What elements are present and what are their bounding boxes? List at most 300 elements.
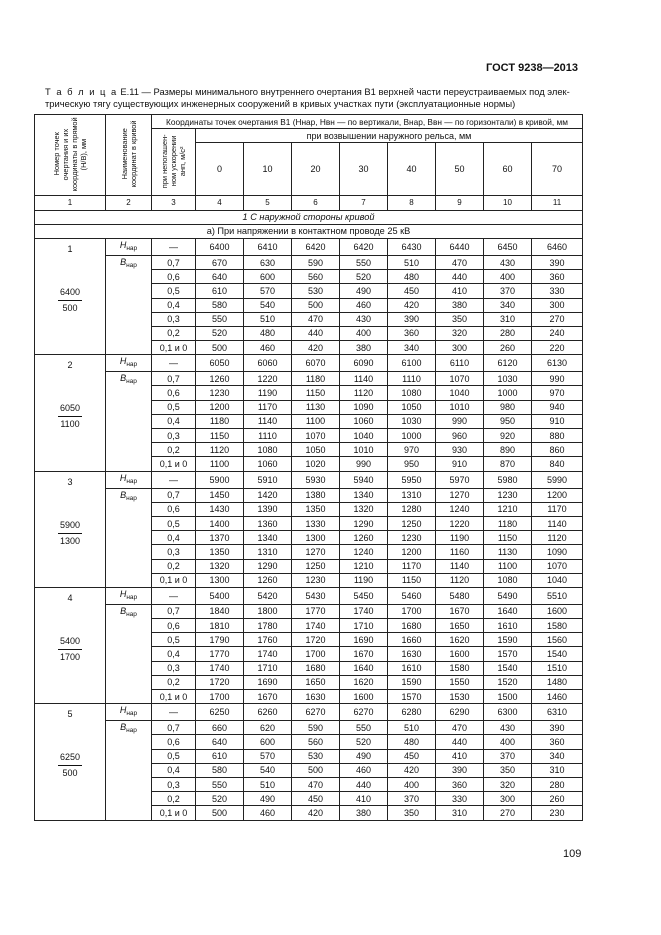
value-cell: 1210	[340, 559, 388, 573]
value-cell: 1330	[292, 516, 340, 530]
value-cell: 6120	[484, 355, 532, 372]
value-cell: 1840	[196, 604, 244, 618]
value-cell: 5910	[244, 471, 292, 488]
value-cell: 1070	[532, 559, 583, 573]
value-cell: 1030	[388, 414, 436, 428]
coord-subscript: нар	[126, 610, 137, 618]
header-coordinate-name: Наименование координат в кривой	[106, 115, 152, 196]
coord-subscript: нар	[126, 477, 138, 485]
value-cell: 6430	[388, 238, 436, 255]
accel-cell: 0,5	[152, 749, 196, 763]
value-cell: 390	[436, 763, 484, 777]
value-cell: 380	[436, 298, 484, 312]
value-cell: 1600	[532, 604, 583, 618]
column-number-cell: 11	[532, 196, 583, 210]
value-cell: 1460	[532, 690, 583, 704]
value-cell: 1060	[340, 414, 388, 428]
value-cell: 580	[196, 298, 244, 312]
value-cell: 610	[196, 284, 244, 298]
value-cell: 630	[244, 255, 292, 269]
value-cell: 1270	[436, 488, 484, 502]
value-cell: 1700	[196, 690, 244, 704]
value-cell: 1590	[388, 675, 436, 689]
value-cell: 1580	[436, 661, 484, 675]
coord-symbol: H	[119, 239, 127, 250]
value-cell: 1720	[196, 675, 244, 689]
value-cell: 6100	[388, 355, 436, 372]
value-cell: 990	[340, 457, 388, 471]
value-cell: 500	[292, 763, 340, 777]
value-cell: 1140	[436, 559, 484, 573]
accel-cell: 0,7	[152, 721, 196, 735]
value-cell: 5490	[484, 587, 532, 604]
value-cell: 640	[196, 270, 244, 284]
accel-cell: 0,3	[152, 429, 196, 443]
value-cell: 1790	[196, 633, 244, 647]
value-cell: 450	[388, 284, 436, 298]
value-cell: 470	[436, 255, 484, 269]
value-cell: 460	[340, 763, 388, 777]
accel-cell: 0,5	[152, 516, 196, 530]
value-cell: 440	[436, 735, 484, 749]
value-cell: 500	[292, 298, 340, 312]
value-cell: 5400	[196, 587, 244, 604]
value-cell: 510	[244, 777, 292, 791]
point-b: 1300	[59, 535, 81, 546]
value-cell: 1250	[292, 559, 340, 573]
value-cell: 320	[484, 777, 532, 791]
accel-cell: 0,2	[152, 326, 196, 340]
elevation-header-cell: 0	[196, 143, 244, 196]
value-cell: 1530	[436, 690, 484, 704]
header-elevation: при возвышении наружного рельса, мм	[196, 129, 583, 143]
point-cell	[35, 471, 106, 587]
value-cell: 5970	[436, 471, 484, 488]
value-cell: 1320	[196, 559, 244, 573]
value-cell: 390	[532, 721, 583, 735]
value-cell: 1130	[484, 545, 532, 559]
value-cell: 1660	[388, 633, 436, 647]
value-cell: 530	[292, 284, 340, 298]
accel-cell: 0,5	[152, 284, 196, 298]
accel-cell: 0,1 и 0	[152, 457, 196, 471]
elevation-header-cell: 60	[484, 143, 532, 196]
value-cell: 1060	[244, 457, 292, 471]
value-cell: 6410	[244, 238, 292, 255]
value-cell: 1810	[196, 619, 244, 633]
value-cell: 570	[244, 284, 292, 298]
value-cell: 580	[196, 763, 244, 777]
accel-cell: —	[152, 704, 196, 721]
accel-cell: 0,7	[152, 372, 196, 386]
value-cell: 1150	[196, 429, 244, 443]
value-cell: 230	[532, 806, 583, 820]
point-b: 1700	[59, 651, 81, 662]
value-cell: 1180	[292, 372, 340, 386]
value-cell: 1260	[340, 531, 388, 545]
value-cell: 6270	[292, 704, 340, 721]
point-h: 5400	[58, 636, 82, 650]
accel-cell: 0,3	[152, 312, 196, 326]
value-cell: 600	[244, 270, 292, 284]
value-cell: 1080	[244, 443, 292, 457]
value-cell: 1680	[388, 619, 436, 633]
value-cell: 1130	[292, 400, 340, 414]
value-cell: 510	[388, 255, 436, 269]
column-number-cell: 9	[436, 196, 484, 210]
value-cell: 1710	[244, 661, 292, 675]
coord-subscript: нар	[126, 710, 138, 718]
value-cell: 1720	[292, 633, 340, 647]
column-number-cell: 6	[292, 196, 340, 210]
dimensions-table	[34, 114, 583, 821]
value-cell: 1450	[196, 488, 244, 502]
value-cell: 400	[388, 777, 436, 791]
value-cell: 1230	[292, 573, 340, 587]
value-cell: 300	[532, 298, 583, 312]
value-cell: 5940	[340, 471, 388, 488]
value-cell: 300	[436, 341, 484, 355]
table-row	[35, 471, 583, 488]
value-cell: 520	[340, 735, 388, 749]
value-cell: 1240	[436, 502, 484, 516]
value-cell: 1120	[196, 443, 244, 457]
coord-subscript: нар	[126, 261, 137, 269]
value-cell: 240	[532, 326, 583, 340]
accel-cell: 0,1 и 0	[152, 573, 196, 587]
value-cell: 1680	[292, 661, 340, 675]
value-cell: 6050	[196, 355, 244, 372]
value-cell: 920	[484, 429, 532, 443]
elevation-header-cell: 70	[532, 143, 583, 196]
value-cell: 450	[292, 792, 340, 806]
value-cell: 1260	[244, 573, 292, 587]
value-cell: 5450	[340, 587, 388, 604]
value-cell: 1600	[436, 647, 484, 661]
value-cell: 1040	[340, 429, 388, 443]
value-cell: 1040	[436, 386, 484, 400]
accel-cell: 0,2	[152, 792, 196, 806]
value-cell: 1070	[292, 429, 340, 443]
value-cell: 1230	[484, 488, 532, 502]
coord-symbol: B	[120, 256, 127, 267]
column-number-cell: 4	[196, 196, 244, 210]
value-cell: 330	[532, 284, 583, 298]
value-cell: 5980	[484, 471, 532, 488]
value-cell: 1050	[292, 443, 340, 457]
value-cell: 1310	[244, 545, 292, 559]
value-cell: 420	[388, 298, 436, 312]
value-cell: 1690	[340, 633, 388, 647]
value-cell: 220	[532, 341, 583, 355]
value-cell: 340	[484, 298, 532, 312]
coord-h-nar	[106, 587, 152, 604]
coord-b-nar	[106, 721, 152, 820]
value-cell: 490	[244, 792, 292, 806]
value-cell: 1220	[244, 372, 292, 386]
value-cell: 420	[292, 806, 340, 820]
accel-cell: 0,6	[152, 270, 196, 284]
value-cell: 1190	[244, 386, 292, 400]
value-cell: 450	[388, 749, 436, 763]
point-b: 500	[62, 302, 78, 313]
accel-cell: 0,1 и 0	[152, 341, 196, 355]
value-cell: 670	[196, 255, 244, 269]
value-cell: 980	[484, 400, 532, 414]
value-cell: 370	[484, 284, 532, 298]
accel-cell: 0,1 и 0	[152, 806, 196, 820]
value-cell: 6130	[532, 355, 583, 372]
value-cell: 910	[436, 457, 484, 471]
value-cell: 5930	[292, 471, 340, 488]
value-cell: 310	[436, 806, 484, 820]
value-cell: 1300	[196, 573, 244, 587]
value-cell: 1390	[244, 502, 292, 516]
coord-subscript: нар	[126, 244, 138, 252]
table-row	[35, 238, 583, 255]
point-h: 5900	[58, 520, 82, 534]
value-cell: 1150	[388, 573, 436, 587]
value-cell: 1350	[196, 545, 244, 559]
value-cell: 1140	[244, 414, 292, 428]
value-cell: 1510	[532, 661, 583, 675]
value-cell: 1150	[484, 531, 532, 545]
value-cell: 1420	[244, 488, 292, 502]
value-cell: 1600	[340, 690, 388, 704]
coord-subscript: нар	[126, 494, 137, 502]
point-number: 1	[67, 243, 73, 254]
value-cell: 860	[532, 443, 583, 457]
table-row	[35, 721, 583, 735]
elevation-header-cell: 10	[244, 143, 292, 196]
value-cell: 1540	[484, 661, 532, 675]
value-cell: 440	[436, 270, 484, 284]
value-cell: 1370	[196, 531, 244, 545]
value-cell: 1740	[244, 647, 292, 661]
value-cell: 1180	[196, 414, 244, 428]
coord-symbol: B	[120, 373, 127, 384]
value-cell: 6400	[196, 238, 244, 255]
value-cell: 5460	[388, 587, 436, 604]
value-cell: 990	[436, 414, 484, 428]
table-row	[35, 255, 583, 269]
value-cell: 410	[436, 284, 484, 298]
value-cell: 1000	[484, 386, 532, 400]
value-cell: 1650	[436, 619, 484, 633]
value-cell: 570	[244, 749, 292, 763]
value-cell: 1280	[388, 502, 436, 516]
coord-symbol: B	[120, 489, 127, 500]
value-cell: 1550	[436, 675, 484, 689]
value-cell: 1270	[292, 545, 340, 559]
elevation-header-cell: 20	[292, 143, 340, 196]
value-cell: 6460	[532, 238, 583, 255]
value-cell: 970	[532, 386, 583, 400]
accel-cell: 0,6	[152, 502, 196, 516]
column-number-cell: 8	[388, 196, 436, 210]
coord-b-nar	[106, 255, 152, 354]
point-h: 6250	[58, 752, 82, 766]
table-row	[35, 587, 583, 604]
value-cell: 1380	[292, 488, 340, 502]
point-straight-coords	[35, 287, 105, 314]
value-cell: 520	[196, 792, 244, 806]
point-cell	[35, 704, 106, 820]
value-cell: 1100	[484, 559, 532, 573]
value-cell: 930	[436, 443, 484, 457]
column-number-row	[35, 196, 583, 210]
value-cell: 6250	[196, 704, 244, 721]
value-cell: 1340	[244, 531, 292, 545]
value-cell: 1200	[196, 400, 244, 414]
value-cell: 5430	[292, 587, 340, 604]
value-cell: 1610	[388, 661, 436, 675]
value-cell: 1240	[340, 545, 388, 559]
accel-cell: 0,4	[152, 298, 196, 312]
value-cell: 410	[340, 792, 388, 806]
coord-symbol: H	[119, 705, 127, 716]
value-cell: 1590	[484, 633, 532, 647]
value-cell: 660	[196, 721, 244, 735]
coord-b-nar	[106, 488, 152, 587]
value-cell: 1760	[244, 633, 292, 647]
value-cell: 480	[388, 270, 436, 284]
value-cell: 370	[388, 792, 436, 806]
accel-cell: 0,4	[152, 647, 196, 661]
elevation-header-cell: 50	[436, 143, 484, 196]
value-cell: 300	[484, 792, 532, 806]
point-straight-coords	[35, 520, 105, 547]
value-cell: 1010	[436, 400, 484, 414]
value-cell: 1800	[244, 604, 292, 618]
table-row	[35, 704, 583, 721]
point-h: 6400	[58, 287, 82, 301]
value-cell: 1630	[292, 690, 340, 704]
value-cell: 890	[484, 443, 532, 457]
coord-h-nar	[106, 471, 152, 488]
value-cell: 1520	[484, 675, 532, 689]
coord-symbol: B	[120, 605, 127, 616]
value-cell: 1100	[292, 414, 340, 428]
value-cell: 1540	[532, 647, 583, 661]
value-cell: 390	[532, 255, 583, 269]
value-cell: 6450	[484, 238, 532, 255]
value-cell: 540	[244, 763, 292, 777]
value-cell: 470	[436, 721, 484, 735]
value-cell: 1030	[484, 372, 532, 386]
accel-cell: 0,6	[152, 619, 196, 633]
value-cell: 480	[388, 735, 436, 749]
coord-h-nar	[106, 355, 152, 372]
value-cell: 470	[292, 777, 340, 791]
value-cell: 390	[388, 312, 436, 326]
value-cell: 340	[532, 749, 583, 763]
coord-symbol: H	[119, 356, 127, 367]
value-cell: 360	[532, 270, 583, 284]
value-cell: 5990	[532, 471, 583, 488]
value-cell: 1040	[532, 573, 583, 587]
value-cell: 950	[484, 414, 532, 428]
value-cell: 6070	[292, 355, 340, 372]
value-cell: 1140	[532, 516, 583, 530]
value-cell: 1010	[340, 443, 388, 457]
value-cell: 6110	[436, 355, 484, 372]
value-cell: 590	[292, 721, 340, 735]
caption-text: Е.11 — Размеры минимального внутреннего очертания В1 верхней части переустраиваемых под элек-трическую тягу существующих инженерных сооружений в кривых участках пути (эксплуатационные нормы)	[45, 86, 570, 109]
point-straight-coords	[35, 752, 105, 779]
value-cell: 460	[244, 341, 292, 355]
value-cell: 6060	[244, 355, 292, 372]
value-cell: 5480	[436, 587, 484, 604]
value-cell: 1770	[292, 604, 340, 618]
coord-h-nar	[106, 238, 152, 255]
value-cell: 1480	[532, 675, 583, 689]
value-cell: 1090	[340, 400, 388, 414]
value-cell: 1690	[244, 675, 292, 689]
value-cell: 1310	[388, 488, 436, 502]
value-cell: 840	[532, 457, 583, 471]
accel-cell: 0,3	[152, 545, 196, 559]
accel-cell: 0,7	[152, 488, 196, 502]
value-cell: 5900	[196, 471, 244, 488]
value-cell: 1700	[388, 604, 436, 618]
header-acceleration: при непогашен-ном ускорении aнп, м/с²	[152, 129, 196, 196]
accel-cell: 0,2	[152, 559, 196, 573]
value-cell: 1230	[196, 386, 244, 400]
value-cell: 1340	[340, 488, 388, 502]
subsection-title: а) При напряжении в контактном проводе 25 кВ	[35, 224, 583, 238]
value-cell: 430	[340, 312, 388, 326]
value-cell: 420	[292, 341, 340, 355]
coord-symbol: H	[119, 472, 127, 483]
point-number: 2	[67, 360, 73, 371]
point-b: 1100	[60, 419, 80, 430]
value-cell: 1670	[244, 690, 292, 704]
value-cell: 520	[196, 326, 244, 340]
value-cell: 940	[532, 400, 583, 414]
value-cell: 6440	[436, 238, 484, 255]
value-cell: 1170	[388, 559, 436, 573]
accel-cell: 0,1 и 0	[152, 690, 196, 704]
value-cell: 1710	[340, 619, 388, 633]
value-cell: 1630	[388, 647, 436, 661]
coord-symbol: B	[120, 722, 127, 733]
value-cell: 490	[340, 749, 388, 763]
value-cell: 1670	[436, 604, 484, 618]
value-cell: 460	[340, 298, 388, 312]
value-cell: 440	[340, 777, 388, 791]
point-cell	[35, 238, 106, 354]
value-cell: 410	[436, 749, 484, 763]
point-number: 3	[67, 476, 73, 487]
accel-cell: —	[152, 238, 196, 255]
accel-cell: 0,3	[152, 661, 196, 675]
value-cell: 1740	[292, 619, 340, 633]
value-cell: 880	[532, 429, 583, 443]
value-cell: 1230	[388, 531, 436, 545]
accel-cell: 0,4	[152, 763, 196, 777]
value-cell: 360	[532, 735, 583, 749]
value-cell: 310	[484, 312, 532, 326]
value-cell: 1110	[244, 429, 292, 443]
value-cell: 350	[388, 806, 436, 820]
value-cell: 260	[532, 792, 583, 806]
value-cell: 6420	[292, 238, 340, 255]
value-cell: 350	[436, 312, 484, 326]
value-cell: 1620	[436, 633, 484, 647]
accel-cell: 0,7	[152, 604, 196, 618]
value-cell: 6420	[340, 238, 388, 255]
